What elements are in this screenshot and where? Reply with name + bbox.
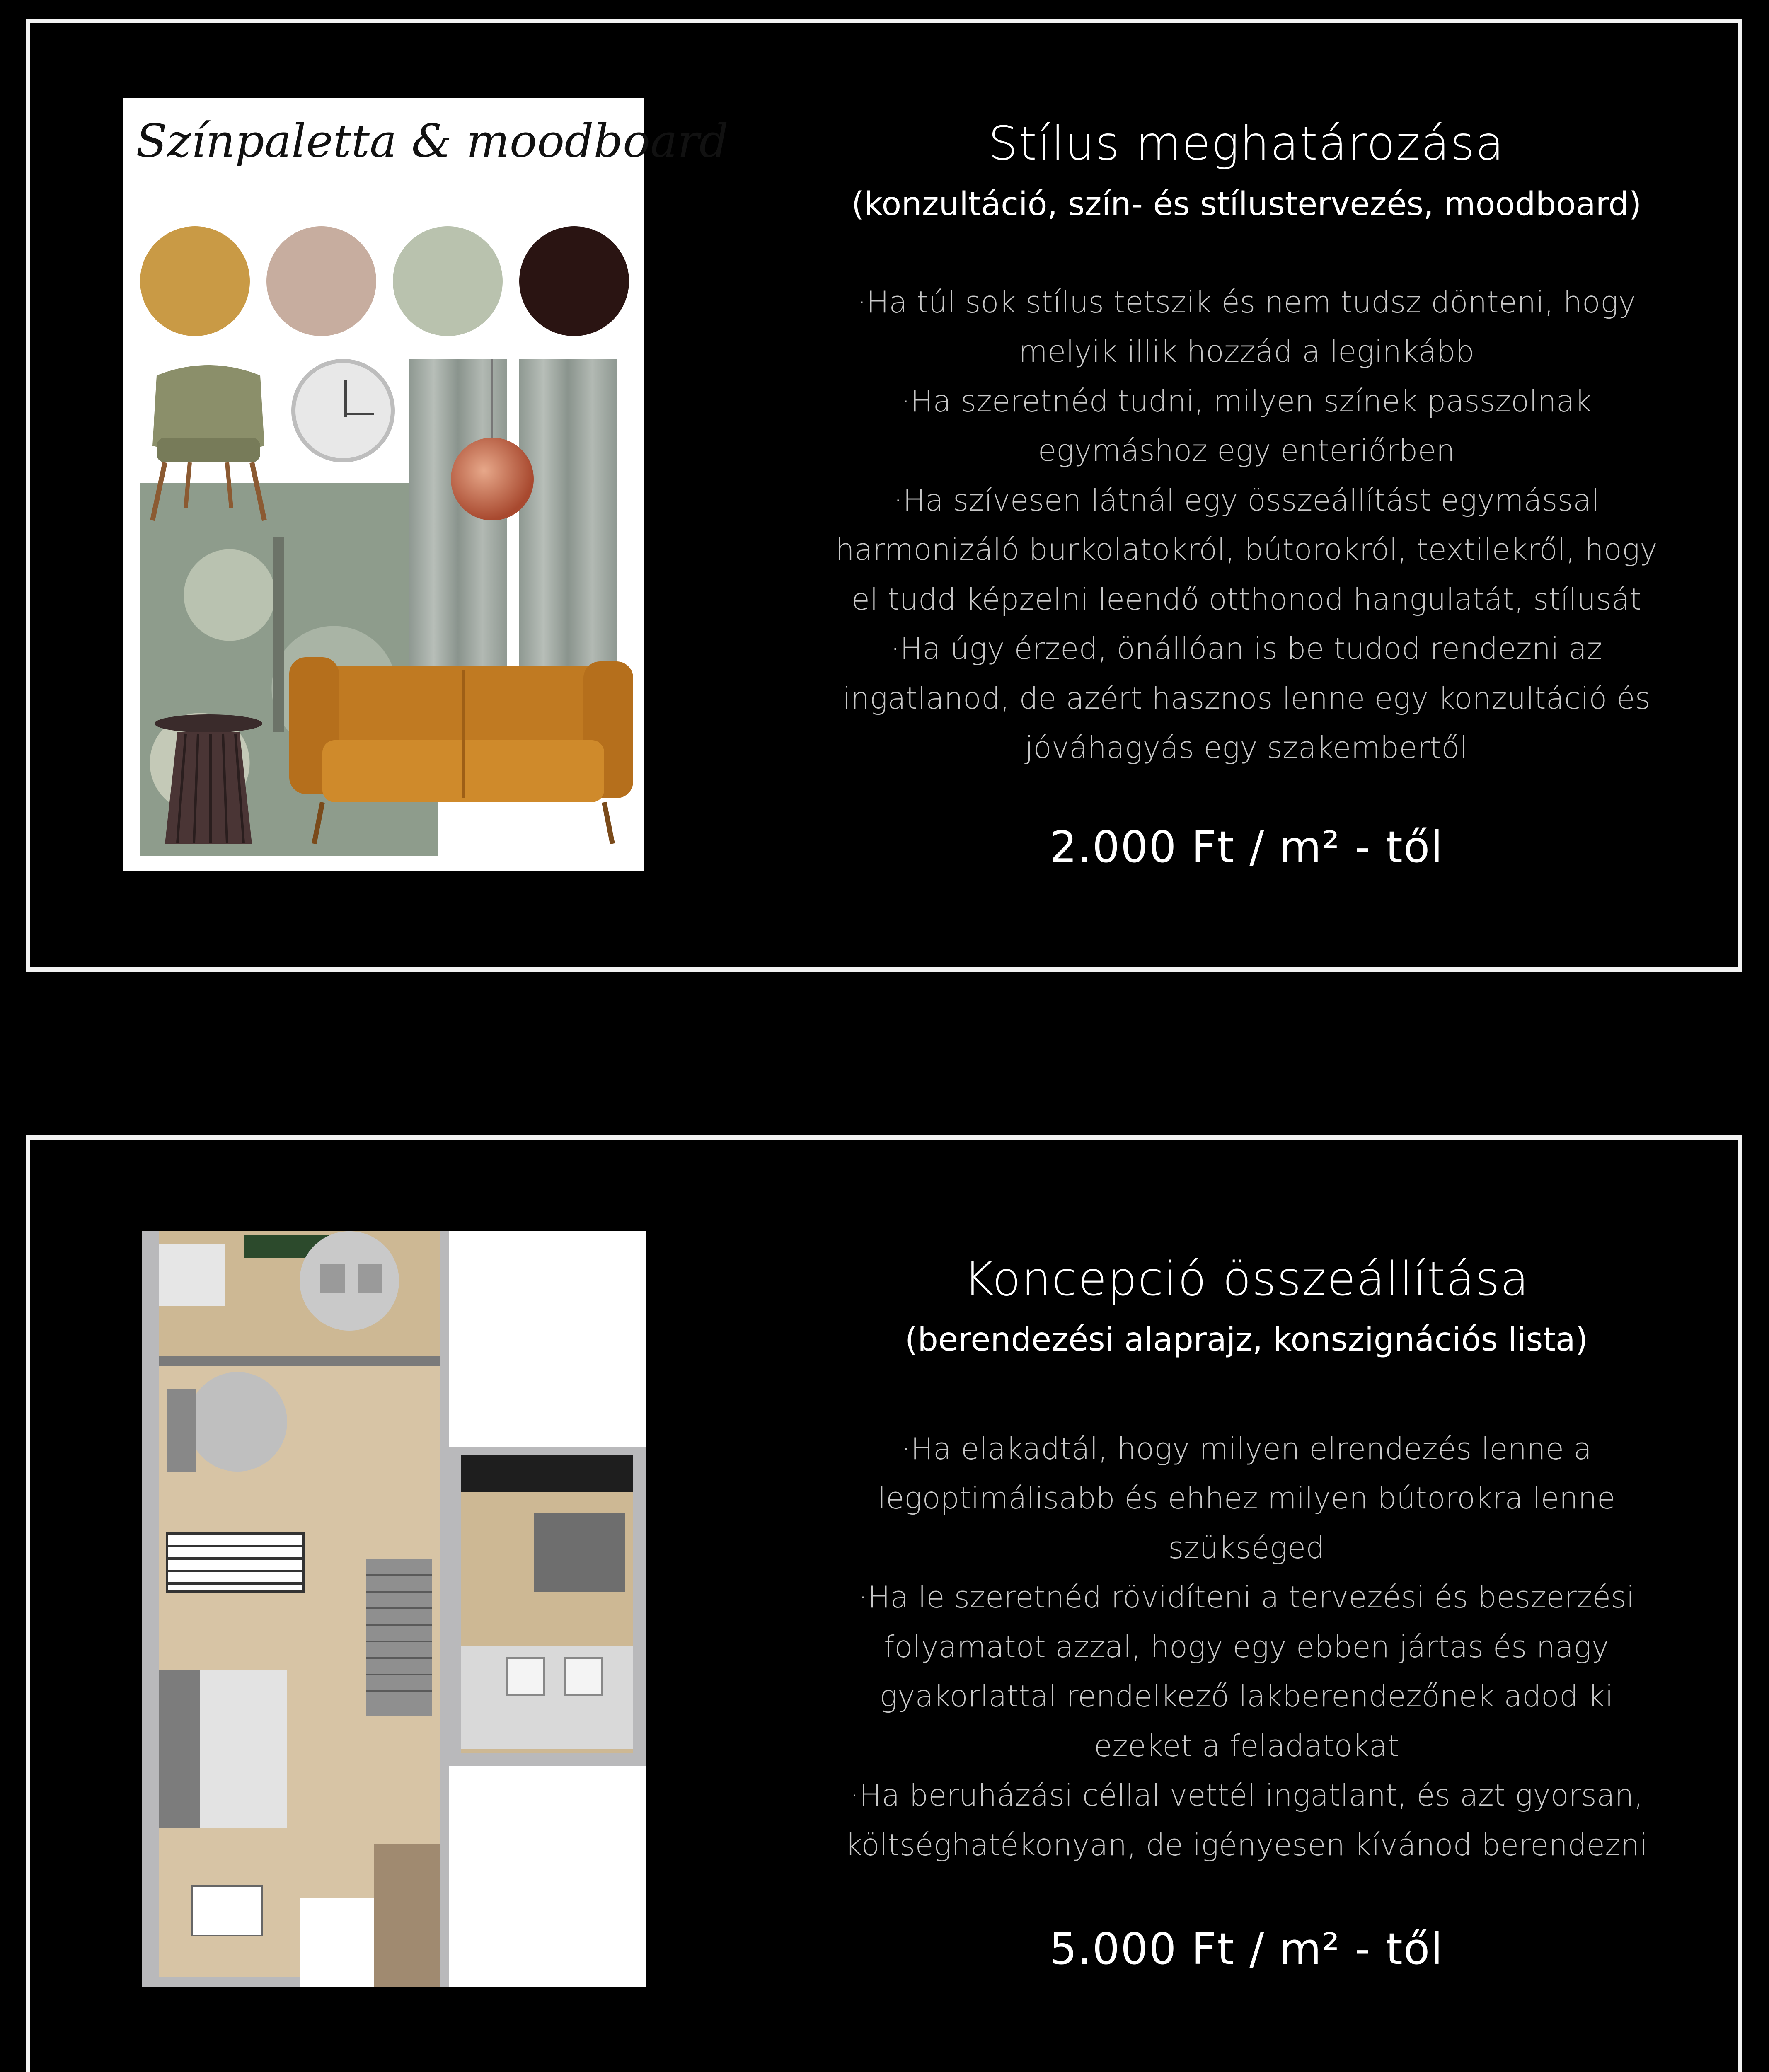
bullet-line: el tudd képzelni leendő otthonod hangulatát, stílusát [851,581,1642,617]
section-text [809,1244,1684,1974]
section-text [809,108,1684,872]
bullet-line: szükséged [1168,1530,1325,1565]
section-subtitle: (berendezési alaprajz, konszignációs lista) [905,1321,1588,1358]
wall-clock-image [291,359,395,462]
moodboard-image [123,98,728,871]
bullet-line: ·Ha szívesen látnál egy összeállítást egymással [893,482,1600,518]
bullet-list [809,1424,1684,1870]
service-card-style [26,19,1742,972]
bullet-line: egymáshoz egy enteriőrben [1038,433,1455,468]
color-swatch [140,226,250,336]
bullet-list [809,278,1684,773]
bullet-line: ingatlanod, de azért hasznos lenne egy konzultáció és [842,680,1651,716]
bullet-line: ·Ha elakadtál, hogy milyen elrendezés lenne a [901,1431,1592,1466]
pendant-lamp-image [451,438,534,520]
side-table-image [152,711,264,848]
pendant-cord [491,359,493,442]
bullet-line: jóváhagyás egy szakembertől [1025,730,1468,765]
tree-illustration [273,537,284,732]
sofa-image [289,616,633,848]
bullet-line: gyakorlattal rendelkező lakberendezőnek adod ki [879,1679,1614,1714]
bullet-line: ·Ha beruházási céllal vettél ingatlant, és azt gyorsan, [849,1778,1643,1813]
bullet-line: ezeket a feladatokat [1094,1728,1399,1763]
bullet-line: folyamatot azzal, hogy egy ebben jártas és nagy [883,1629,1609,1664]
bullet-line: harmonizáló burkolatokról, bútorokról, textilekről, hogy [835,532,1658,567]
price-label: 5.000 Ft / m² - től [1049,1924,1444,1975]
floorplan-image [142,1231,646,1987]
color-swatch [393,226,503,336]
bullet-line: ·Ha le szeretnéd rövidíteni a tervezési és beszerzési [858,1580,1635,1615]
color-swatch [266,226,376,336]
bullet-line: legoptimálisabb és ehhez milyen bútorokra lenne [877,1481,1616,1516]
bullet-line: melyik illik hozzád a leginkább [1018,334,1475,369]
color-swatch [519,226,629,336]
bullet-line: ·Ha szeretnéd tudni, milyen színek passzolnak [901,383,1592,419]
section-title: Stílus meghatározása [988,117,1505,171]
bullet-line: költséghatékonyan, de igényesen kívánod berendezni [845,1827,1648,1862]
armchair-image [140,359,277,525]
moodboard-caption: Színpaletta & moodboard [136,114,728,167]
price-label: 2.000 Ft / m² - től [1049,821,1444,872]
section-subtitle: (konzultáció, szín- és stílustervezés, moodboard) [851,185,1642,223]
bullet-line: ·Ha túl sok stílus tetszik és nem tudsz dönteni, hogy [857,284,1636,320]
service-card-concept [26,1135,1742,2072]
bullet-line: ·Ha úgy érzed, önállóan is be tudod rendezni az [890,631,1602,666]
section-title: Koncepció összeállítása [963,1252,1530,1306]
